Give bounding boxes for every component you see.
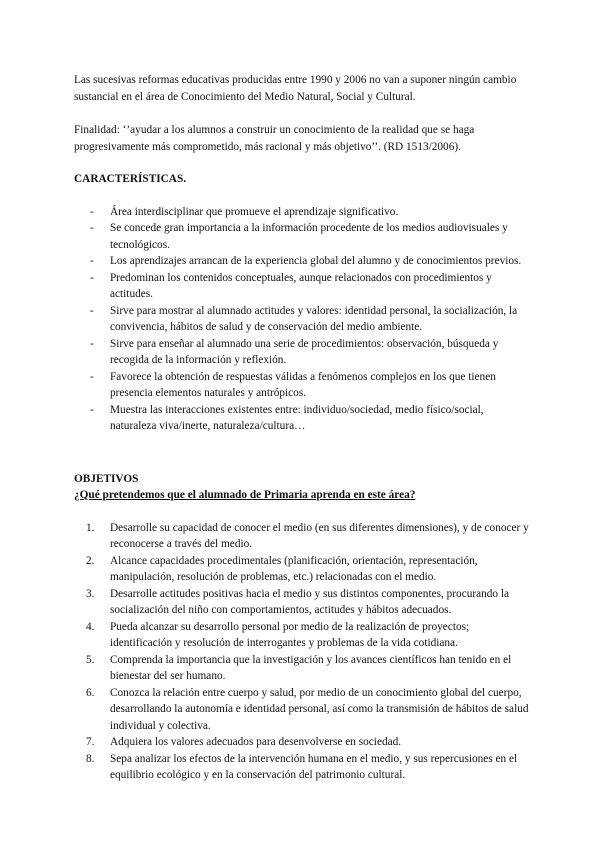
document-page (74, 72, 530, 784)
list-item-text: Los aprendizajes arrancan de la experiencia global del alumno y de conocimientos previos. (110, 255, 522, 267)
item-number: 4. (86, 620, 95, 633)
list-item-text: Adquiera los valores adecuados para desenvolverse en sociedad. (110, 736, 402, 748)
dash-bullet: - (90, 255, 94, 267)
objetivos-question: ¿Qué pretendemos que el alumnado de Primaria aprenda en este área? (74, 489, 416, 501)
list-item-text: Muestra las interacciones existentes entre: individuo/sociedad, medio físico/social, naturaleza viva/inerte, naturaleza/cultura… (110, 403, 484, 432)
list-item (74, 619, 530, 652)
list-item-text: Comprenda la importancia que la investigación y los avances científicos han tenido en el bienestar del ser humano. (110, 653, 512, 682)
list-item-text: Sirve para mostrar al alumnado actitudes y valores: identidad personal, la socialización, la convivencia, hábitos de salud y de conservación del medio ambiente. (110, 304, 518, 333)
list-item (74, 734, 530, 751)
list-item (74, 652, 530, 685)
list-item (74, 303, 530, 336)
list-item (74, 204, 530, 221)
item-number: 2. (86, 554, 95, 567)
caracteristicas-heading: CARACTERÍSTICAS. (74, 173, 187, 185)
list-item-text: Pueda alcanzar su desarrollo personal por medio de la realización de proyectos; identificación y resolución de interrogantes y problemas de la vida cotidiana. (110, 620, 470, 649)
list-item-text: Conozca la relación entre cuerpo y salud, por medio de un conocimiento global del cuerpo, desarrollando la autonomía e identidad personal, así como la transmisión de hábitos de salud individual y colectiva. (110, 686, 529, 732)
objetivos-list (74, 520, 530, 784)
list-item (74, 336, 530, 369)
item-number: 8. (86, 752, 95, 765)
list-item-text: Predominan los contenidos conceptuales, aunque relacionados con procedimientos y actitudes. (110, 271, 492, 300)
list-item (74, 751, 530, 784)
finalidad-paragraph: Finalidad: ‘’ayudar a los alumnos a construir un conocimiento de la realidad que se haga progresivamente más comprometido, más racional y más objetivo’’. (RD 1513/2006). (74, 124, 475, 153)
caracteristicas-list (74, 204, 530, 435)
item-number: 3. (86, 587, 95, 600)
item-number: 6. (86, 686, 95, 699)
list-item (74, 369, 530, 402)
list-item-text: Sepa analizar los efectos de la intervención humana en el medio, y sus repercusiones en el equilibrio ecológico y en la conservación del patrimonio cultural. (110, 752, 518, 781)
objetivos-heading: OBJETIVOS (74, 472, 139, 485)
list-item-text: Se concede gran importancia a la información procedente de los medios audiovisuales y tecnológicos. (110, 222, 508, 251)
list-item-text: Desarrolle actitudes positivas hacia el medio y sus distintos componentes, procurando la socialización del niño con comportamientos, actitudes y hábitos adecuados. (110, 587, 510, 616)
list-item-text: Sirve para enseñar al alumnado una serie de procedimientos: observación, búsqueda y recogida de la información y reflexión. (110, 337, 499, 366)
item-number: 1. (86, 521, 95, 534)
dash-bullet: - (90, 337, 94, 350)
list-item-text: Desarrolle su capacidad de conocer el medio (en sus diferentes dimensiones), y de conocer y reconocerse a través del medio. (110, 521, 529, 550)
list-item (74, 553, 530, 586)
list-item-text: Área interdisciplinar que promueve el aprendizaje significativo. (110, 205, 399, 218)
list-item (74, 685, 530, 735)
dash-bullet: - (90, 403, 94, 416)
intro-paragraph: Las sucesivas reformas educativas producidas entre 1990 y 2006 no van a suponer ningún cambio sustancial en el área de Conocimiento del Medio Natural, Social y Cultural. (74, 74, 517, 103)
dash-bullet: - (90, 222, 94, 234)
list-item (74, 220, 530, 253)
objetivos-section (74, 471, 530, 784)
list-item (74, 586, 530, 619)
list-item (74, 520, 530, 553)
list-item-text: Favorece la obtención de respuestas válidas a fenómenos complejos en los que tienen presencia elementos naturales y antrópicos. (110, 370, 496, 399)
dash-bullet: - (90, 271, 94, 284)
list-item (74, 253, 530, 270)
dash-bullet: - (90, 370, 94, 383)
dash-bullet: - (90, 304, 94, 317)
item-number: 7. (86, 736, 95, 748)
list-item (74, 270, 530, 303)
list-item (74, 402, 530, 435)
item-number: 5. (86, 653, 95, 666)
dash-bullet: - (90, 205, 94, 218)
list-item-text: Alcance capacidades procedimentales (planificación, orientación, representación, manipulación, resolución de problemas, etc.) relacionadas con el medio. (110, 554, 478, 583)
